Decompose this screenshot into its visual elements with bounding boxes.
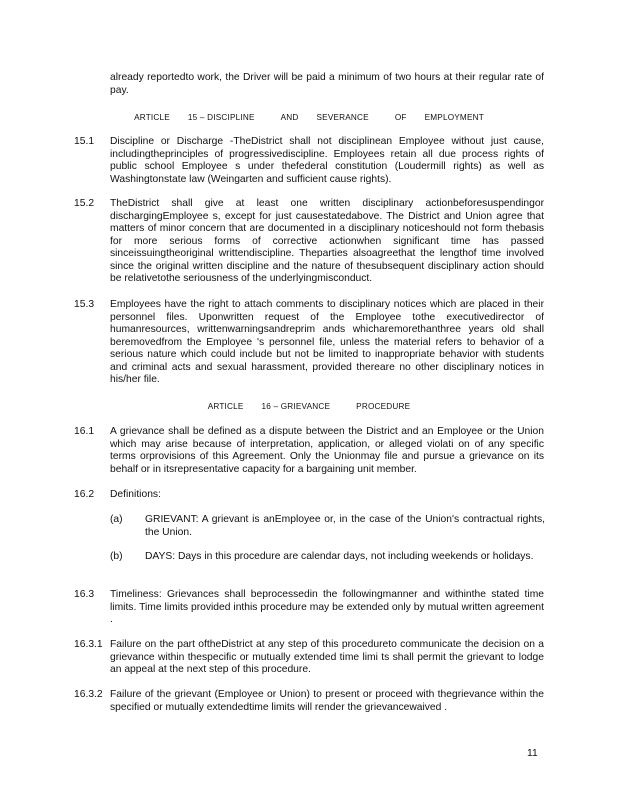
section-16-3-2-text: Failure of the grievant (Employee or Union) to present or proceed with thegrievance within the specified or mutually extendedtime limits will render the grievancewaived . xyxy=(110,689,544,713)
article-16-heading xyxy=(0,402,618,411)
article-15-employment: EMPLOYMENT xyxy=(424,113,484,122)
section-15-3-number: 15.3 xyxy=(74,299,95,310)
article-15-and: AND xyxy=(280,113,299,122)
section-15-1-text: Discipline or Discharge -TheDistrict shall not disciplinean Employee without just cause, includingtheprinciples of progressivediscipline. Employees retain all due process rights of public school Employee s under thefederal constitution (Loudermill rights) as well as Washingtonstate law (Weingarten and sufficient cause rights). xyxy=(110,136,544,185)
section-15-1-number: 15.1 xyxy=(74,136,95,147)
article-15-word: ARTICLE xyxy=(134,113,170,122)
article-15-of: OF xyxy=(394,113,407,122)
section-16-3-text: Timeliness: Grievances shall beprocessedin the followingmanner and withinthe stated time limits. Time limits provided inthis procedure may be extended only by mutual written agreement . xyxy=(110,589,544,625)
section-16-3-number: 16.3 xyxy=(74,589,95,600)
section-16-2-text: Definitions: xyxy=(110,489,161,500)
article-16-procedure: PROCEDURE xyxy=(356,402,411,411)
article-16-word: ARTICLE xyxy=(207,402,244,411)
page-number: 11 xyxy=(527,748,538,759)
section-16-2-number: 16.2 xyxy=(74,489,95,500)
section-16-3-1-text: Failure on the part oftheDistrict at any step of this procedureto communicate the decision on a grievance within thespecific or mutually extended time limi ts shall permit the grievant to lodge an appeal at the next step of this procedure. xyxy=(110,639,544,675)
article-15-severance: SEVERANCE xyxy=(316,113,369,122)
definition-b-text: DAYS: Days in this procedure are calendar days, not including weekends or holidays. xyxy=(145,551,534,562)
section-15-2-text: TheDistrict shall give at least one written disciplinary actionbeforesuspendingor dischargingEmployee s, except for just causestatedabove. The District and Union agree that matters of minor concern that are documented in a disciplinary noticeshould not form thebasis for more serious forms of corrective actionwhen significant time has passed sinceissuingtheoriginal writtendiscipline. Theparties alsoagreethat the lengthof time involved since the original written discipline and the nature of thesubsequent disciplinary action should be relativetothe seriousness of the underlyingmisconduct. xyxy=(110,198,544,284)
article-15-number: 15 – DISCIPLINE xyxy=(187,113,255,122)
section-16-3-2-number: 16.3.2 xyxy=(74,689,103,700)
definition-a-label: (a) xyxy=(110,514,123,525)
section-15-3-text: Employees have the right to attach comments to disciplinary notices which are placed in their personnel files. Uponwritten request of the Employee tothe executivedirector of humanresources, writtenwarningsandreprim ands whicharemorethanthree years old shall beremovedfrom the Employee 's personnel file, unless the material refers to behavior of a serious nature which could include but not be limited to inappropriate behavior with students and criminal acts and sexual harassment, provided thereare no other disciplinary notices in his/her file. xyxy=(110,299,544,385)
definition-b-label: (b) xyxy=(110,551,123,562)
section-16-1-text: A grievance shall be defined as a dispute between the District and an Employee or the Union which may arise because of interpretation, application, or alleged violati on of any specific terms orprovisions of this Agreement. Only the Unionmay file and pursue a grievance on its behalf or in itsrepresentative capacity for a bargaining unit member. xyxy=(110,426,544,475)
section-15-2-number: 15.2 xyxy=(74,198,95,209)
article-16-number: 16 – GRIEVANCE xyxy=(261,402,331,411)
article-15-heading xyxy=(0,113,618,122)
intro-paragraph: already reportedto work, the Driver will be paid a minimum of two hours at their regular rate of pay. xyxy=(110,72,544,96)
section-16-1-number: 16.1 xyxy=(74,426,95,437)
section-16-3-1-number: 16.3.1 xyxy=(74,639,103,650)
definition-a-text: GRIEVANT: A grievant is anEmployee or, in the case of the Union's contractual rights, the Union. xyxy=(145,514,545,538)
